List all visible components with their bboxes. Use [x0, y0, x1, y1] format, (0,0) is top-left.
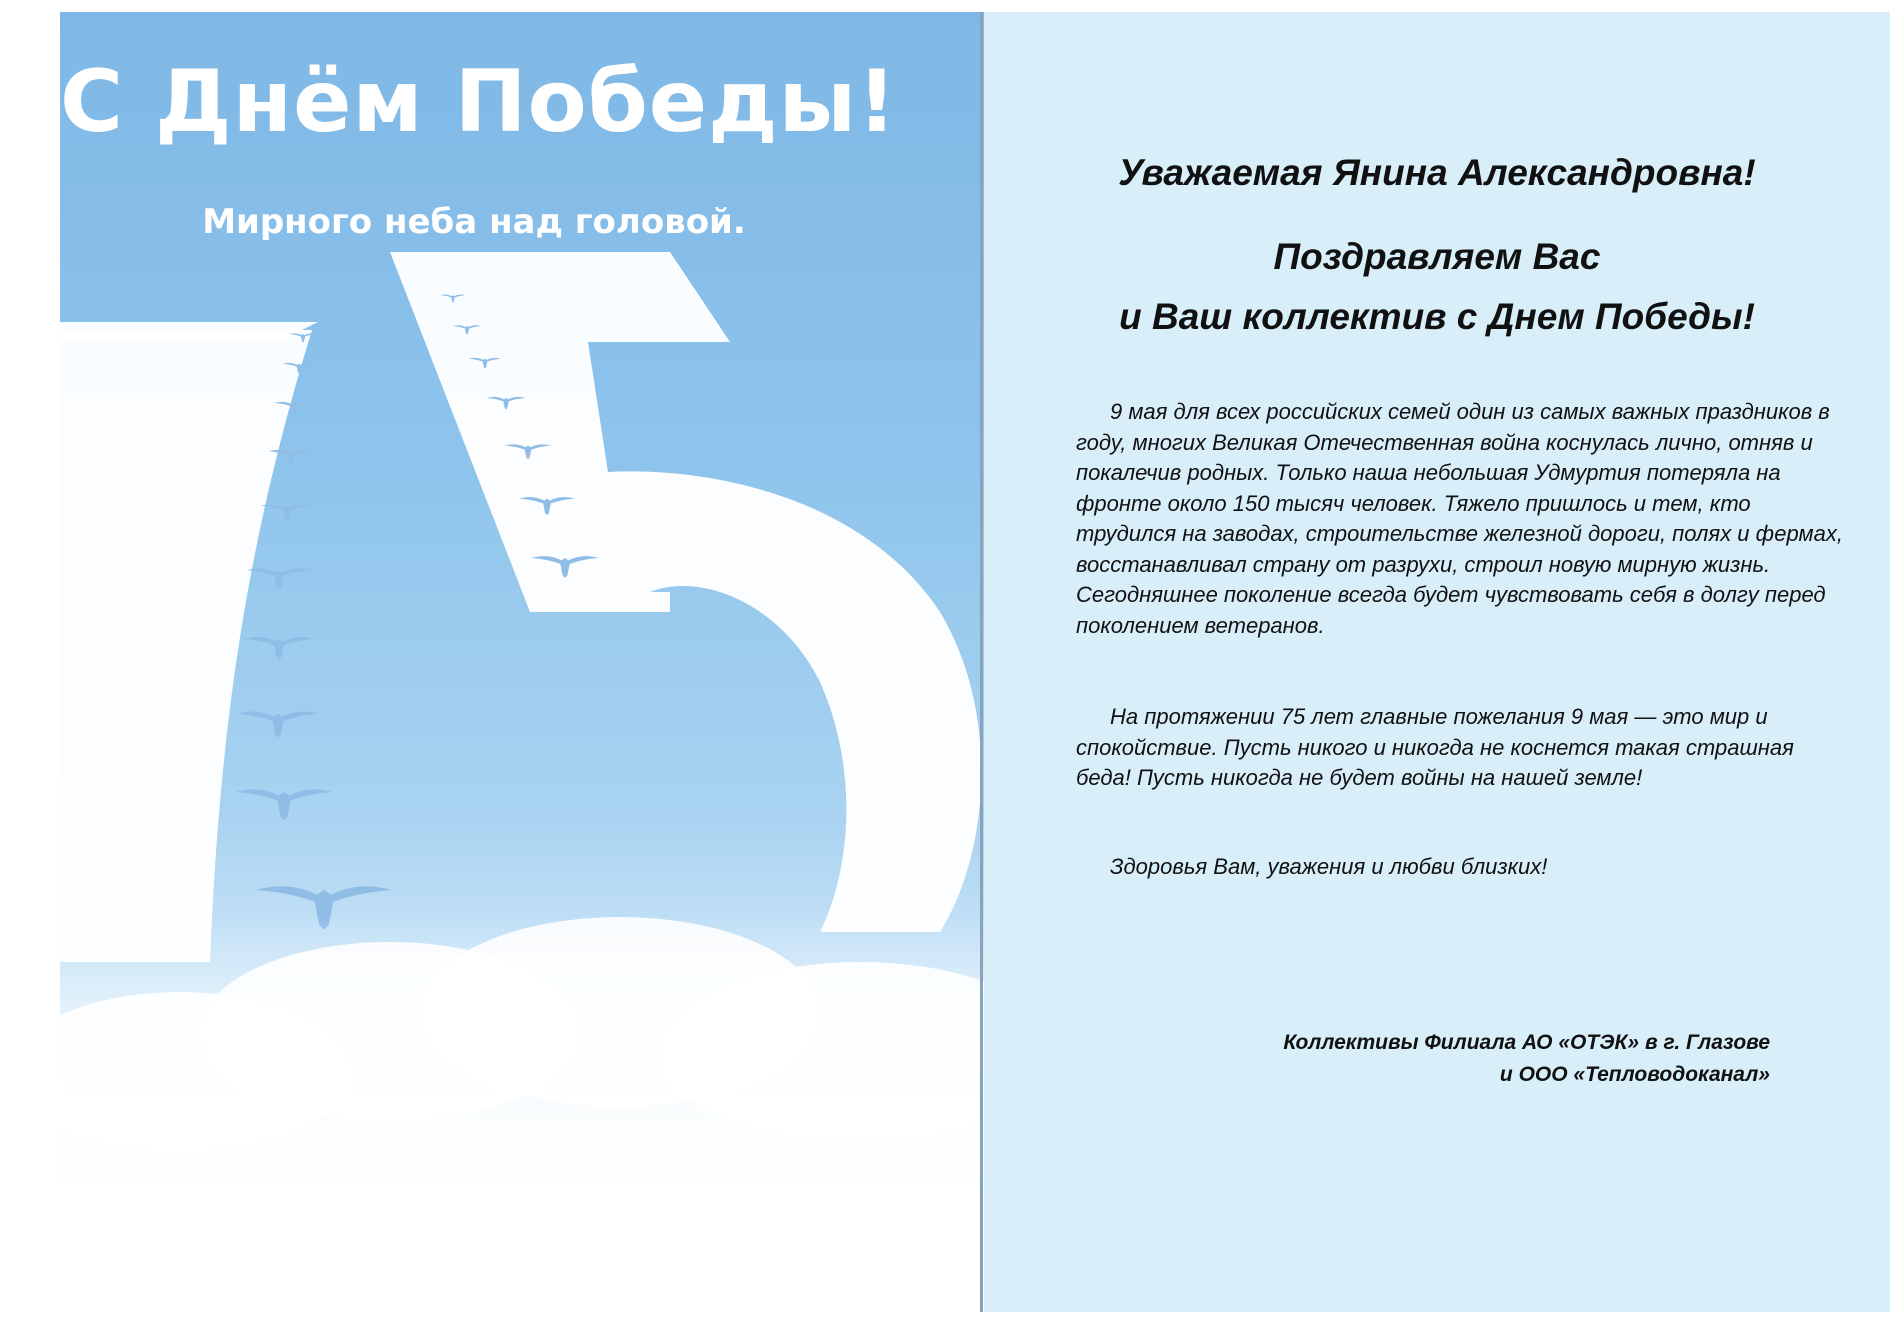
flying-crane-icon: [237, 712, 318, 738]
congrats-line-1: Поздравляем Вас: [1273, 236, 1601, 277]
signature-line-1: Коллективы Филиала АО «ОТЭК» в г. Глазове: [1283, 1031, 1770, 1054]
letter-signature: [1283, 1027, 1770, 1091]
flying-crane-icon: [243, 637, 315, 660]
card-fold-line: [980, 12, 983, 1312]
congrats-line-2: и Ваш коллектив с Днем Победы!: [1119, 296, 1755, 337]
signature-line-2: и ООО «Тепловодоканал»: [1499, 1063, 1770, 1086]
letter-paragraph-3: Здоровья Вам, уважения и любви близких!: [1110, 854, 1548, 879]
letter-greeting: Уважаемая Янина Александровна!: [1118, 152, 1756, 193]
letter-paragraph-1: 9 мая для всех российских семей один из самых важных праздников в году, многих Великая Отечественная война коснулась лично, отняв и покалечив родных. Только наша небольшая Удмуртия потеряла на фронте около 150 тысяч человек. Тяжело пришлось и тем, кто трудился на заводах, строительстве железной дороги, полях и фермах, восстанавливал страну от разрухи, строил новую мирную жизнь. Сегодняшнее поколение всегда будет чувствовать себя в долгу перед поколением ветеранов.: [1076, 399, 1843, 638]
flying-crane-icon: [236, 789, 333, 820]
flying-crane-icon: [261, 504, 313, 521]
cover-page: [60, 12, 984, 1312]
letter-congratulation: [984, 227, 1890, 347]
letter-paragraph-2: На протяжении 75 лет главные пожелания 9 мая — это мир и спокойствие. Пусть никого и никогда не коснется такая страшная беда! Пусть никогда не будет войны на нашей земле!: [1076, 704, 1794, 790]
cover-subtitle: Мирного неба над головой.: [202, 202, 746, 242]
cover-title: С Днём Победы!: [60, 52, 898, 152]
numeral-five-shape: [390, 252, 981, 932]
letter-page: [984, 12, 1890, 1312]
flying-crane-icon: [247, 568, 311, 588]
